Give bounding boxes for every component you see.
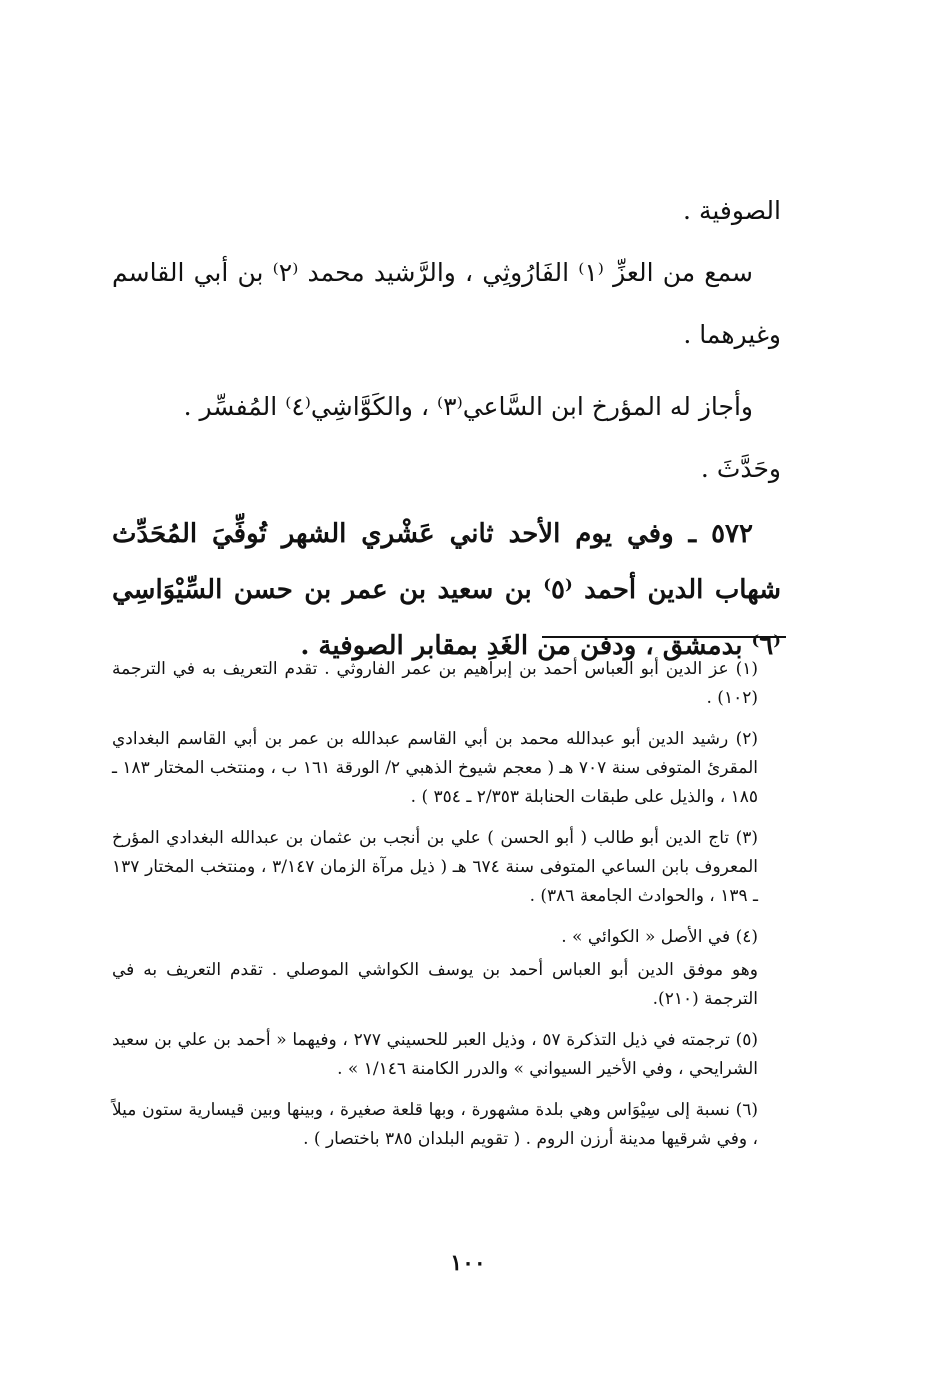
footnote-6: (٦) نسبة إلى سِيْوَاس وهي بلدة مشهورة ، وبها قلعة صغيرة ، وبينها وبين قيسارية ستون ميلاً ، وفي شرقيها مدينة أرزن الروم . ( تقويم البلدان ٣٨٥ باختصار ) . — [112, 1100, 758, 1149]
paragraph-narrated: وحَدَّثَ . — [700, 454, 781, 483]
paragraph-heard-from: سمع من العزِّ ⁽١⁾ الفَارُوثِي ، والرَّشيد محمد ⁽٢⁾ بن أبي القاسم وغيرهما . — [112, 258, 781, 349]
footnote-2: (٢) رشيد الدين أبو عبدالله محمد بن أبي القاسم عبدالله بن عمر بن أبي القاسم البغدادي المقرئ المتوفى سنة ٧٠٧ هـ ( معجم شيوخ الذهبي ٢/ الورقة ١٦١ ب ، ومنتخب المختار ١٨٣ ـ ١٨٥ ، والذيل على طبقات الحنابلة ٢/٣٥٣ ـ ٣٥٤ ) . — [112, 729, 759, 807]
page-number: ١٠٠ — [450, 1250, 486, 1276]
footnote-1: (١) عز الدين أبو العباس أحمد بن إبراهيم بن عمر الفاروثي . تقدم التعريف به في الترجمة (١٠٢) . — [112, 659, 758, 708]
entry-572: ٥٧٢ ـ وفي يوم الأحد ثاني عَشْري الشهر تُوفِّيَ المُحَدِّث شهاب الدين أحمد ⁽٥⁾ بن سعيد بن عمر بن حسن السِّيْوَاسِي ⁽٦⁾ بدمشق ، ودفن من الغَدِ بمقابر الصوفية . — [112, 519, 781, 661]
footnote-divider — [542, 636, 786, 638]
footnote-3: (٣) تاج الدين أبو طالب ( أبو الحسن ) علي بن أنجب بن عثمان بن عبدالله البغدادي المؤرخ المعروف بابن الساعي المتوفى سنة ٦٧٤ هـ ( ذيل مرآة الزمان ٣/١٤٧ ، ومنتخب المختار ١٣٧ ـ ١٣٩ ، والحوادث الجامعة ٣٨٦) . — [112, 828, 758, 906]
footnote-4-continuation: وهو موفق الدين أبو العباس أحمد بن يوسف الكواشي الموصلي . تقدم التعريف به في الترجمة (٢١٠). — [112, 960, 758, 1009]
footnotes — [112, 655, 786, 1166]
footnote-5: (٥) ترجمته في ذيل التذكرة ٥٧ ، وذيل العبر للحسيني ٢٧٧ ، وفيهما « أحمد بن علي بن سعيد الشرايحي ، وفي الأخير السيواني » والدرر الكامنة ١/١٤٦ » . — [112, 1030, 758, 1079]
main-text — [112, 180, 781, 674]
line-continuation: الصوفية . — [683, 196, 781, 225]
paragraph-licensed: وأجاز له المؤرخ ابن السَّاعي⁽٣⁾ ، والكَوَّاشِي⁽٤⁾ المُفسِّر . — [183, 392, 753, 421]
footnote-4: (٤) في الأصل « الكوائي » . — [561, 927, 758, 947]
